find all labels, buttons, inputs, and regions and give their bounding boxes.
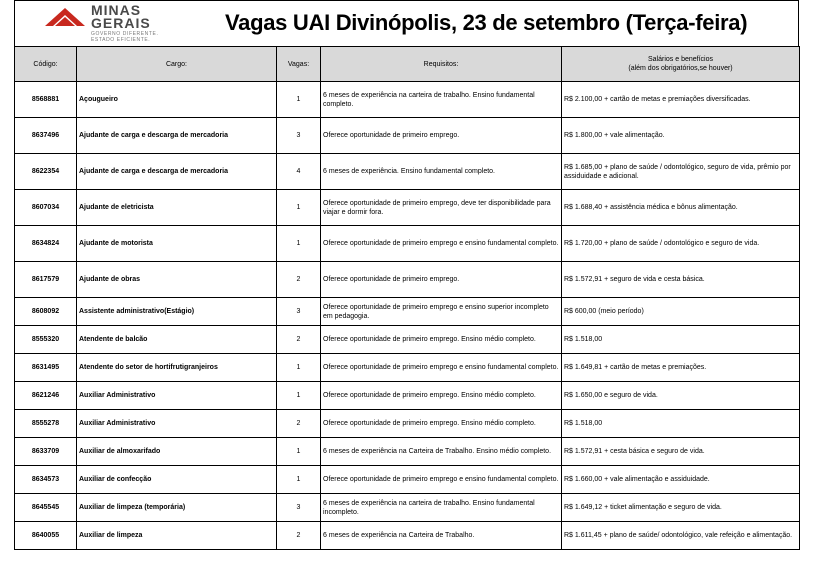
- cell-cargo: Ajudante de eletricista: [77, 190, 277, 226]
- cell-salario: R$ 1.572,91 + seguro de vida e cesta básica.: [562, 262, 800, 298]
- cell-salario: R$ 1.611,45 + plano de saúde/ odontológico, vale refeição e alimentação.: [562, 522, 800, 550]
- table-row: [15, 298, 800, 326]
- cell-requisitos: 6 meses de experiência na Carteira de Trabalho. Ensino médio completo.: [321, 438, 562, 466]
- cell-codigo: 8622354: [15, 154, 77, 190]
- cell-cargo: Ajudante de motorista: [77, 226, 277, 262]
- cell-salario: R$ 1.650,00 e seguro de vida.: [562, 382, 800, 410]
- cell-requisitos: Oferece oportunidade de primeiro emprego.: [321, 118, 562, 154]
- cell-requisitos: Oferece oportunidade de primeiro emprego. Ensino médio completo.: [321, 410, 562, 438]
- cell-requisitos: Oferece oportunidade de primeiro emprego e ensino fundamental completo.: [321, 466, 562, 494]
- header-salarios: Salários e benefícios (além dos obrigatórios,se houver): [562, 47, 800, 82]
- cell-cargo: Auxiliar de almoxarifado: [77, 438, 277, 466]
- cell-codigo: 8645545: [15, 494, 77, 522]
- cell-salario: R$ 1.572,91 + cesta básica e seguro de vida.: [562, 438, 800, 466]
- table-row: [15, 438, 800, 466]
- cell-vagas: 3: [277, 118, 321, 154]
- cell-cargo: Auxiliar de limpeza: [77, 522, 277, 550]
- cell-codigo: 8637496: [15, 118, 77, 154]
- table-row: [15, 226, 800, 262]
- cell-codigo: 8640055: [15, 522, 77, 550]
- cell-codigo: 8634573: [15, 466, 77, 494]
- header-requisitos: Requisitos:: [321, 47, 562, 82]
- cell-vagas: 3: [277, 494, 321, 522]
- table-row: [15, 382, 800, 410]
- table-row: [15, 466, 800, 494]
- header-cargo: Cargo:: [77, 47, 277, 82]
- cell-salario: R$ 1.660,00 + vale alimentação e assiduidade.: [562, 466, 800, 494]
- cell-requisitos: Oferece oportunidade de primeiro emprego, deve ter disponibilidade para viajar e dormir fora.: [321, 190, 562, 226]
- cell-salario: R$ 600,00 (meio período): [562, 298, 800, 326]
- cell-vagas: 2: [277, 410, 321, 438]
- cell-cargo: Açougueiro: [77, 82, 277, 118]
- cell-codigo: 8617579: [15, 262, 77, 298]
- cell-vagas: 2: [277, 522, 321, 550]
- cell-salario: R$ 1.800,00 + vale alimentação.: [562, 118, 800, 154]
- cell-cargo: Atendente do setor de hortifrutigranjeiros: [77, 354, 277, 382]
- cell-cargo: Auxiliar de limpeza (temporária): [77, 494, 277, 522]
- cell-cargo: Auxiliar Administrativo: [77, 410, 277, 438]
- cell-vagas: 2: [277, 262, 321, 298]
- cell-salario: R$ 1.649,12 + ticket alimentação e seguro de vida.: [562, 494, 800, 522]
- cell-requisitos: 6 meses de experiência na carteira de trabalho. Ensino fundamental completo.: [321, 82, 562, 118]
- cell-salario: R$ 2.100,00 + cartão de metas e premiações diversificadas.: [562, 82, 800, 118]
- cell-vagas: 1: [277, 382, 321, 410]
- cell-salario: R$ 1.685,00 + plano de saúde / odontológico, seguro de vida, prêmio por assiduidade e adicional.: [562, 154, 800, 190]
- cell-cargo: Assistente administrativo(Estágio): [77, 298, 277, 326]
- table-row: [15, 354, 800, 382]
- table-header-row: [15, 47, 800, 82]
- cell-codigo: 8631495: [15, 354, 77, 382]
- table-row: [15, 190, 800, 226]
- cell-codigo: 8634824: [15, 226, 77, 262]
- cell-vagas: 1: [277, 354, 321, 382]
- cell-codigo: 8555278: [15, 410, 77, 438]
- cell-cargo: Auxiliar Administrativo: [77, 382, 277, 410]
- cell-salario: R$ 1.688,40 + assistência médica e bônus alimentação.: [562, 190, 800, 226]
- table-row: [15, 82, 800, 118]
- cell-vagas: 4: [277, 154, 321, 190]
- cell-codigo: 8568881: [15, 82, 77, 118]
- cell-requisitos: 6 meses de experiência na carteira de trabalho. Ensino fundamental incompleto.: [321, 494, 562, 522]
- table-row: [15, 118, 800, 154]
- cell-cargo: Atendente de balcão: [77, 326, 277, 354]
- cell-salario: R$ 1.649,81 + cartão de metas e premiações.: [562, 354, 800, 382]
- cell-requisitos: Oferece oportunidade de primeiro emprego. Ensino médio completo.: [321, 382, 562, 410]
- cell-requisitos: 6 meses de experiência na Carteira de Trabalho.: [321, 522, 562, 550]
- cell-vagas: 1: [277, 226, 321, 262]
- table-row: [15, 410, 800, 438]
- cell-codigo: 8608092: [15, 298, 77, 326]
- cell-codigo: 8607034: [15, 190, 77, 226]
- cell-codigo: 8633709: [15, 438, 77, 466]
- table-row: [15, 494, 800, 522]
- cell-cargo: Ajudante de obras: [77, 262, 277, 298]
- cell-cargo: Ajudante de carga e descarga de mercadoria: [77, 154, 277, 190]
- cell-requisitos: 6 meses de experiência. Ensino fundamental completo.: [321, 154, 562, 190]
- jobs-table: [14, 46, 800, 550]
- cell-vagas: 1: [277, 190, 321, 226]
- table-row: [15, 326, 800, 354]
- header-codigo: Código:: [15, 47, 77, 82]
- cell-codigo: 8555320: [15, 326, 77, 354]
- cell-vagas: 2: [277, 326, 321, 354]
- cell-salario: R$ 1.518,00: [562, 326, 800, 354]
- logo-name: MINAS GERAIS: [91, 2, 151, 31]
- table-row: [15, 522, 800, 550]
- table-row: [15, 154, 800, 190]
- cell-vagas: 1: [277, 438, 321, 466]
- cell-requisitos: Oferece oportunidade de primeiro emprego e ensino fundamental completo.: [321, 226, 562, 262]
- cell-vagas: 3: [277, 298, 321, 326]
- minas-gerais-logo: [45, 4, 195, 44]
- header-vagas: Vagas:: [277, 47, 321, 82]
- cell-requisitos: Oferece oportunidade de primeiro emprego e ensino fundamental completo.: [321, 354, 562, 382]
- table-row: [15, 262, 800, 298]
- cell-vagas: 1: [277, 82, 321, 118]
- cell-codigo: 8621246: [15, 382, 77, 410]
- logo-mark-icon: [45, 6, 85, 26]
- page-title: Vagas UAI Divinópolis, 23 de setembro (Terça-feira): [225, 10, 748, 35]
- cell-salario: R$ 1.720,00 + plano de saúde / odontológico e seguro de vida.: [562, 226, 800, 262]
- logo-tagline: GOVERNO DIFERENTE. ESTADO EFICIENTE.: [91, 31, 159, 43]
- cell-requisitos: Oferece oportunidade de primeiro emprego.: [321, 262, 562, 298]
- cell-vagas: 1: [277, 466, 321, 494]
- cell-requisitos: Oferece oportunidade de primeiro emprego e ensino superior incompleto em pedagogia.: [321, 298, 562, 326]
- cell-cargo: Auxiliar de confecção: [77, 466, 277, 494]
- document-header: [14, 0, 799, 46]
- cell-cargo: Ajudante de carga e descarga de mercadoria: [77, 118, 277, 154]
- cell-requisitos: Oferece oportunidade de primeiro emprego. Ensino médio completo.: [321, 326, 562, 354]
- cell-salario: R$ 1.518,00: [562, 410, 800, 438]
